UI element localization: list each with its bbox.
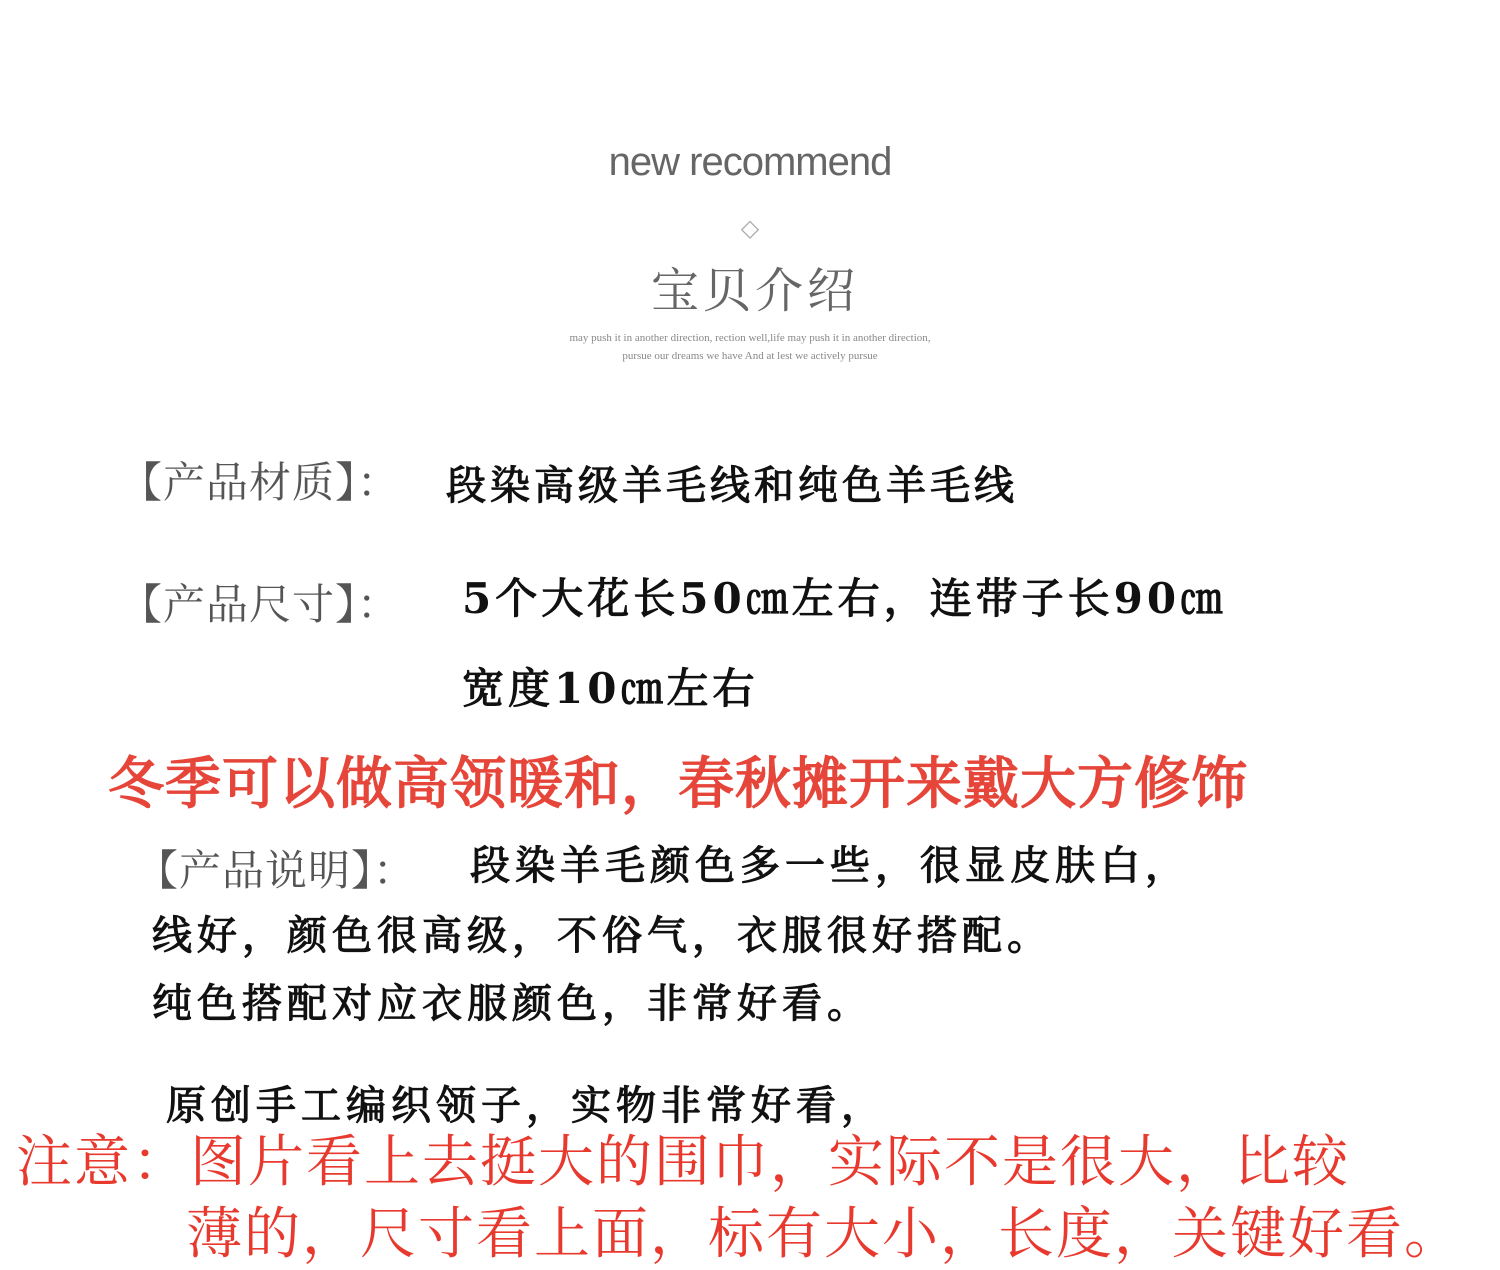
description-label: 【产品说明】：: [136, 846, 417, 895]
size-value-line2: 宽度10㎝左右: [462, 664, 759, 713]
notice-line2: 薄的，尺寸看上面，标有大小，长度，关键好看。: [186, 1202, 1462, 1267]
notice-line1: 注意：图片看上去挺大的围巾，实际不是很大，比较: [16, 1130, 1350, 1195]
header-title-cn: 宝贝介绍: [650, 263, 859, 319]
material-value: 段染高级羊毛线和纯色羊毛线: [446, 462, 1018, 509]
description-line1: 段染羊毛颜色多一些，很显皮肤白，: [470, 842, 1190, 889]
description-line2: 线好，颜色很高级，不俗气，衣服很好搭配。: [152, 912, 1052, 959]
header-title-en: new recommend: [608, 140, 892, 184]
description-line3: 纯色搭配对应衣服颜色，非常好看。: [152, 980, 872, 1027]
header-tagline-line2: pursue our dreams we have And at lest we actively pursue: [622, 350, 878, 362]
header-tagline-line1: may push it in another direction, rection well,life may push it in another direction,: [569, 332, 931, 344]
size-value-line1: 5个大花长50㎝左右，连带子长90㎝: [462, 574, 1227, 623]
season-highlight: 冬季可以做高领暖和，春秋摊开来戴大方修饰: [108, 752, 1248, 817]
material-label: 【产品材质】：: [120, 458, 401, 507]
size-label: 【产品尺寸】：: [120, 580, 401, 629]
diamond-icon: ◇: [740, 214, 760, 242]
original-handmade-line: 原创手工编织领子，实物非常好看，: [166, 1082, 886, 1129]
